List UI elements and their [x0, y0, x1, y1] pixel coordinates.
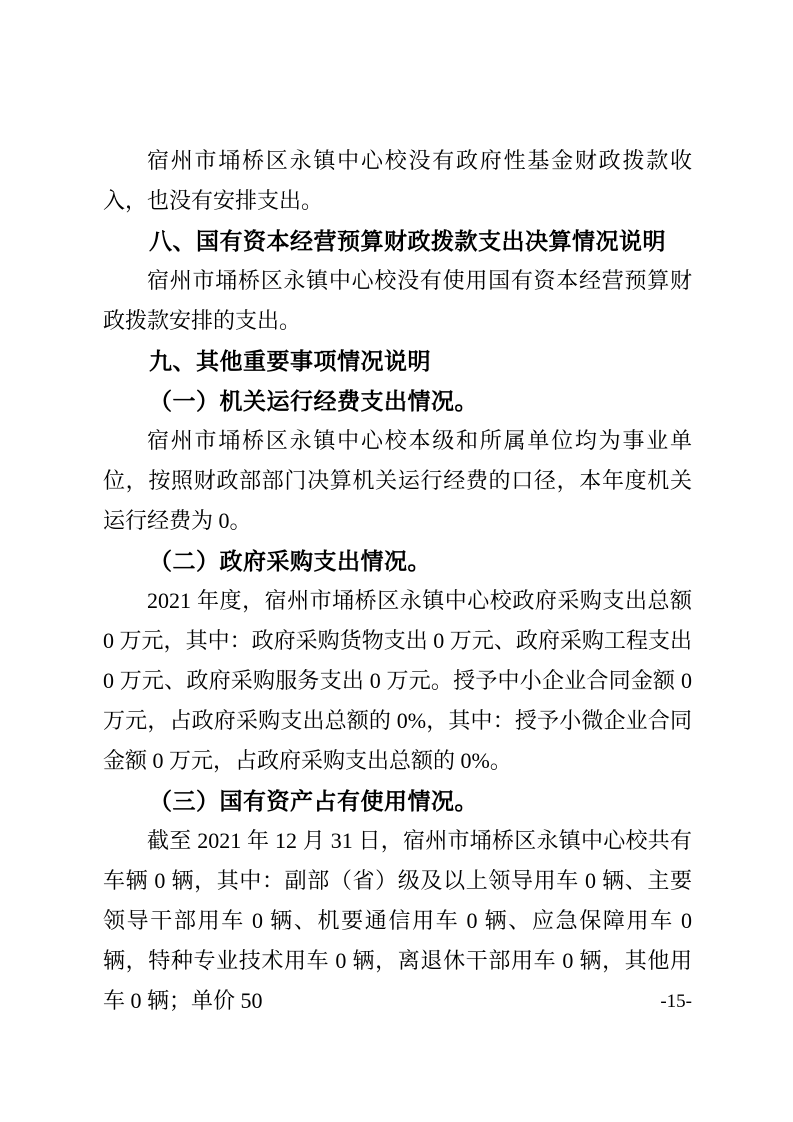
paragraph: 宿州市埇桥区永镇中心校没有政府性基金财政拨款收入，也没有安排支出。	[103, 148, 692, 213]
section-heading: （三）国有资产占有使用情况。	[149, 788, 478, 814]
section-heading: 九、其他重要事项情况说明	[149, 348, 431, 374]
paragraph: 宿州市埇桥区永镇中心校没有使用国有资本经营预算财政拨款安排的支出。	[103, 268, 692, 333]
section-heading: （二）政府采购支出情况。	[149, 548, 431, 574]
paragraph: 宿州市埇桥区永镇中心校本级和所属单位均为事业单位，按照财政部部门决算机关运行经费的口径，本年度机关运行经费为 0。	[103, 428, 692, 533]
page-number: -15-	[660, 991, 692, 1012]
section-heading: 八、国有资本经营预算财政拨款支出决算情况说明	[149, 228, 666, 254]
paragraph: 截至 2021 年 12 月 31 日，宿州市埇桥区永镇中心校共有车辆 0 辆，其中：副部（省）级及以上领导用车 0 辆、主要领导干部用车 0 辆、机要通信用车 0 辆、应急保障用车 0 辆，特种专业技术用车 0 辆，离退休干部用车 0 辆，其他用车 0 辆；单价 50	[103, 828, 692, 1013]
document-body	[103, 141, 692, 1021]
paragraph: 2021 年度，宿州市埇桥区永镇中心校政府采购支出总额 0 万元，其中：政府采购货物支出 0 万元、政府采购工程支出 0 万元、政府采购服务支出 0 万元。授予中小企业合同金额 0 万元，占政府采购支出总额的 0%，其中：授予小微企业合同金额 0 万元，占政府采购支出总额的 0%。	[103, 588, 692, 773]
section-heading: （一）机关运行经费支出情况。	[149, 388, 478, 414]
